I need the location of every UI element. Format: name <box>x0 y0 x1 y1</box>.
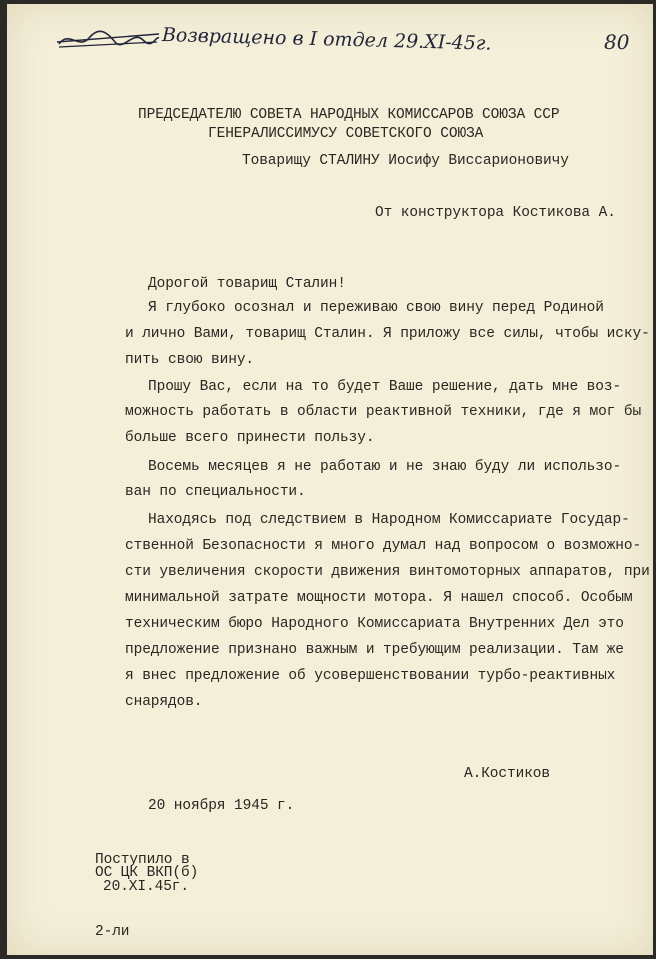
letter-date: 20 ноября 1945 г. <box>148 798 295 814</box>
handwritten-scribble <box>55 24 163 54</box>
sender-line: От конструктора Костикова А. <box>375 205 616 221</box>
copies-note: 2-ли <box>95 924 130 940</box>
document-page <box>7 4 653 955</box>
body-line: техническим бюро Народного Комиссариата Внутренних Дел это <box>125 616 624 632</box>
body-line: больше всего принести пользу. <box>125 430 375 446</box>
body-line: Прошу Вас, если на то будет Ваше решение, дать мне воз- <box>148 379 622 395</box>
addressee-line-2: ГЕНЕРАЛИССИМУСУ СОВЕТСКОГО СОЮЗА <box>208 126 484 142</box>
received-stamp-line-1: Поступило в <box>95 852 190 868</box>
body-line: ван по специальности. <box>125 484 306 500</box>
body-line: можность работать в области реактивной техники, где я мог бы <box>125 404 642 420</box>
body-line: снарядов. <box>125 694 203 710</box>
body-line: пить свою вину. <box>125 352 255 368</box>
body-line: сти увеличения скорости движения винтомоторных аппаратов, при <box>125 564 650 580</box>
addressee-line-1: ПРЕДСЕДАТЕЛЮ СОВЕТА НАРОДНЫХ КОМИССАРОВ СОЮЗА ССР <box>138 107 560 123</box>
addressee-line-3: Товарищу СТАЛИНУ Иосифу Виссарионовичу <box>242 153 569 169</box>
body-line: предложение признано важным и требующим реализации. Там же <box>125 642 624 658</box>
body-line: Находясь под следствием в Народном Комиссариате Государ- <box>148 512 630 528</box>
body-line: и лично Вами, товарищ Сталин. Я приложу все силы, чтобы иску- <box>125 326 650 342</box>
received-stamp-line-2: ОС ЦК ВКП(б) <box>95 865 199 881</box>
body-line: ственной Безопасности я много думал над вопросом о возможно- <box>125 538 642 554</box>
handwritten-annotation: Возвращено в I отдел 29.XI-45г. <box>161 24 492 55</box>
page-number: 80 <box>604 30 630 54</box>
body-line: Восемь месяцев я не работаю и не знаю буду ли использо- <box>148 459 622 475</box>
received-stamp-line-3: 20.XI.45г. <box>103 879 190 895</box>
body-line: Я глубоко осознал и переживаю свою вину перед Родиной <box>148 300 604 316</box>
signature: А.Костиков <box>464 766 551 782</box>
body-line: минимальной затрате мощности мотора. Я нашел способ. Особым <box>125 590 633 606</box>
body-line: я внес предложение об усовершенствовании турбо-реактивных <box>125 668 616 684</box>
greeting: Дорогой товарищ Сталин! <box>148 276 346 292</box>
